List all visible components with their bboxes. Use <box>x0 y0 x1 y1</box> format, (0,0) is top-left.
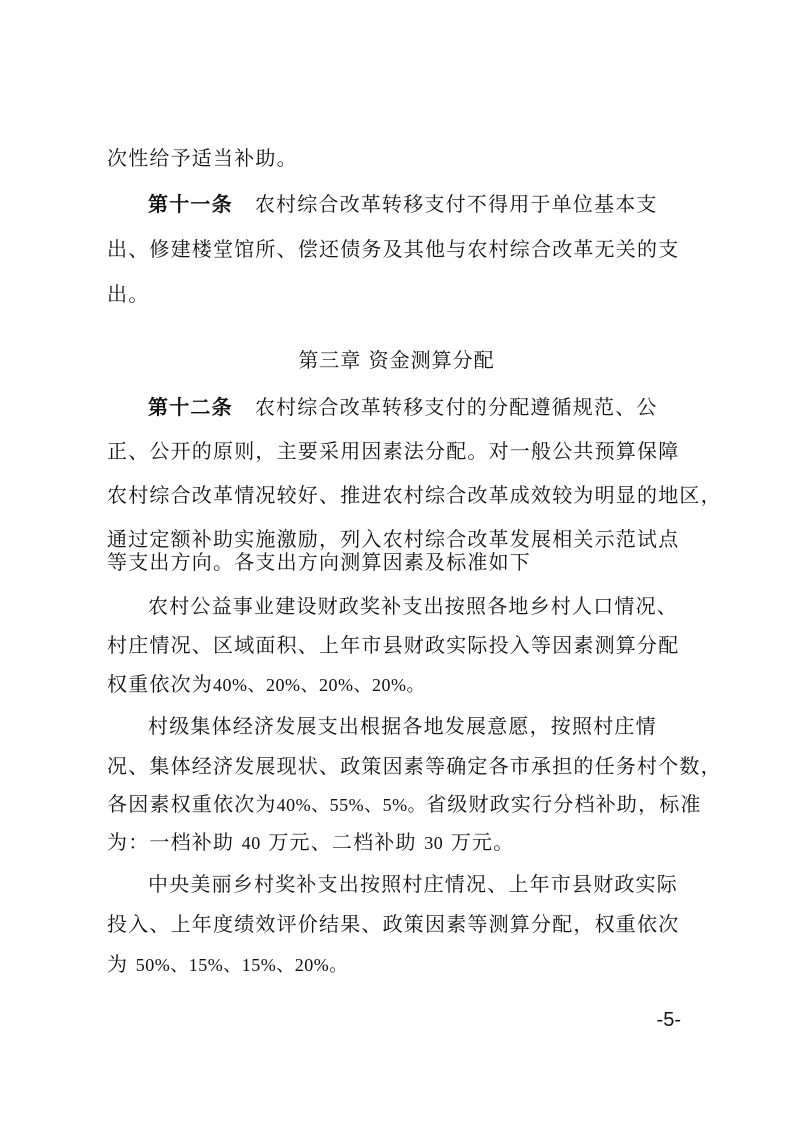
text-line <box>148 712 657 740</box>
text-line <box>107 670 425 699</box>
text-line <box>107 910 679 938</box>
page-number: -5- <box>656 1009 681 1031</box>
subsidy-tier-text: 万元、二档补助 <box>268 830 417 854</box>
subsidy-tier-text: 为：一档补助 <box>107 830 235 854</box>
weights-label: 为 <box>107 952 129 976</box>
weights-label: 各因素权重依次为 <box>107 792 277 816</box>
weights-label: 权重依次为 <box>107 672 213 696</box>
weights-values: 50%、15%、15%、20%。 <box>135 955 348 975</box>
public-welfare-paragraph-cont: 村庄情况、区域面积、上年市县财政实际投入等因素测算分配 <box>107 633 680 657</box>
text-line <box>148 870 678 898</box>
article-12-text: 农村综合改革转移支付的分配遵循规范、公 <box>254 395 658 419</box>
chapter-heading: 第三章 资金测算分配 <box>298 348 495 372</box>
article-12-line <box>148 393 658 421</box>
text-line <box>107 144 298 172</box>
weights-values: 40%、55%、5%。 <box>276 795 427 815</box>
article-11-text-end: 出。 <box>107 282 150 306</box>
text-line <box>107 235 679 263</box>
text-line <box>107 950 348 979</box>
tier-2-amount: 30 <box>424 833 444 853</box>
collective-economy-paragraph-cont: 况、集体经济发展现状、政策因素等确定各市承担的任务村个数， <box>107 754 722 778</box>
weights-values: 40%、20%、20%、20%。 <box>213 675 425 695</box>
tier-1-amount: 40 <box>241 833 261 853</box>
article-11-text-cont: 出、修建楼堂馆所、偿还债务及其他与农村综合改革无关的支 <box>107 237 680 261</box>
text-line <box>107 828 514 857</box>
text-line <box>107 481 722 509</box>
article-12-text-cont: 农村综合改革情况较好、推进农村综合改革成效较为明显的地区， <box>107 483 722 507</box>
article-11-line <box>148 190 658 218</box>
beautiful-village-paragraph-cont: 投入、上年度绩效评价结果、政策因素等测算分配，权重依次 <box>107 912 680 936</box>
beautiful-village-paragraph: 中央美丽乡村奖补支出按照村庄情况、上年市县财政实际 <box>148 872 678 896</box>
collective-economy-paragraph: 村级集体经济发展支出根据各地发展意愿，按照村庄情 <box>148 714 657 738</box>
subsidy-tier-text: 万元。 <box>450 830 515 854</box>
text-line <box>148 592 678 620</box>
text-line <box>107 548 531 576</box>
subsidy-text: 省级财政实行分档补助，标准 <box>426 792 702 816</box>
text-line <box>107 280 149 308</box>
article-12-text-end: 等支出方向。各支出方向测算因素及标准如下 <box>107 550 531 574</box>
article-11-text: 农村综合改革转移支付不得用于单位基本支 <box>254 192 658 216</box>
text-line <box>107 752 722 780</box>
article-12-text-cont: 通过定额补助实施激励，列入农村综合改革发展相关示范试点 <box>107 527 680 551</box>
paragraph-continuation: 次性给予适当补助。 <box>107 146 298 170</box>
article-11-title: 第十一条 <box>148 192 233 216</box>
text-line <box>107 437 679 465</box>
public-welfare-paragraph: 农村公益事业建设财政奖补支出按照各地乡村人口情况、 <box>148 594 678 618</box>
article-12-text-cont: 正、公开的原则，主要采用因素法分配。对一般公共预算保障 <box>107 439 680 463</box>
text-line <box>107 790 702 819</box>
article-12-title: 第十二条 <box>148 395 233 419</box>
text-line <box>107 631 679 659</box>
